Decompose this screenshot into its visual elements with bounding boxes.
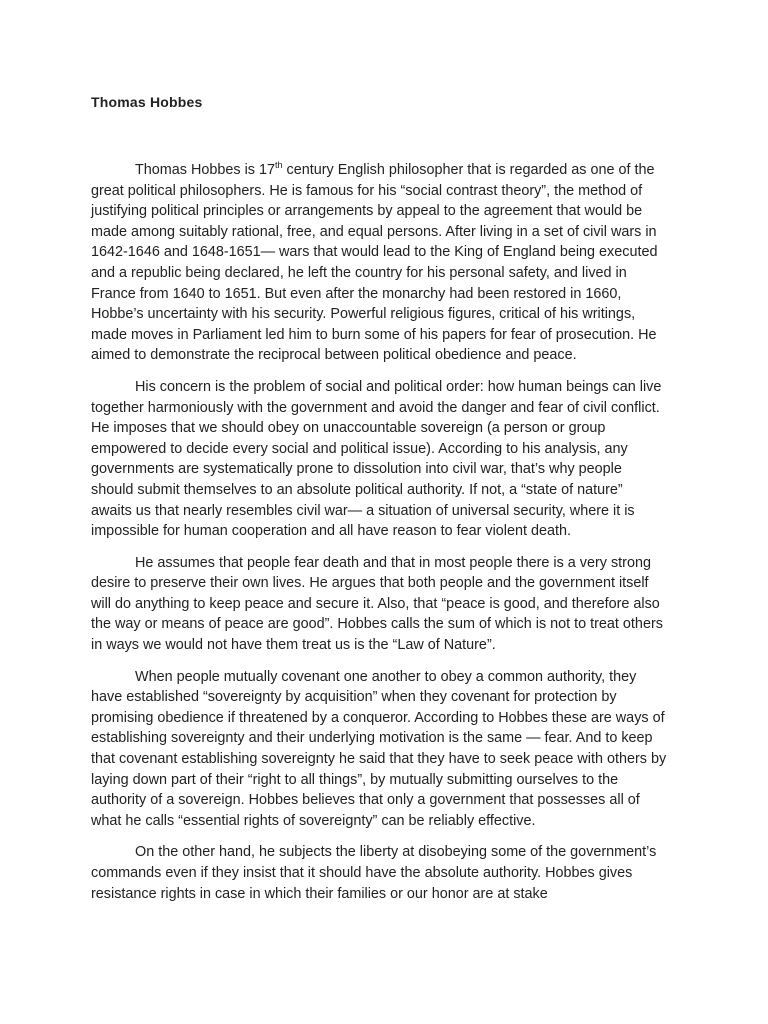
paragraph-3: He assumes that people fear death and that in most people there is a very strong desire to preserve their own lives. He argues that both people and the government itself will do anything to keep peace and secure it. Also, that “peace is good, and therefore also the way or means of peace are good”. Hobbes calls the sum of which is not to treat others in ways we would not have them treat us is the “Law of Nature”. bbox=[91, 554, 663, 654]
paragraph-5: On the other hand, he subjects the liberty at disobeying some of the government’s commands even if they insist that it should have the absolute authority. Hobbes gives resistance rights in case in which their families or our honor are at stake bbox=[91, 844, 657, 902]
document-page bbox=[91, 92, 667, 915]
document-title: Thomas Hobbes bbox=[91, 94, 203, 110]
paragraph-1 bbox=[91, 160, 667, 366]
paragraph-1-superscript: th bbox=[274, 160, 283, 171]
paragraph-1-text-start: Thomas Hobbes is 17 bbox=[135, 162, 275, 178]
paragraph-2: His concern is the problem of social and political order: how human beings can live together harmoniously with the government and avoid the danger and fear of civil conflict. He imposes that we should obey on unaccountable sovereign (a person or group empowered to decide every social and political issue). According to his analysis, any governments are systematically prone to dissolution into civil war, that’s why people should submit themselves to an absolute political authority. If not, a “state of nature” awaits us that nearly resembles civil war— a situation of universal security, where it is impossible for human cooperation and all have reason to fear violent death. bbox=[91, 378, 662, 540]
paragraph-1-text-end: century English philosopher that is regarded as one of the great political philosophers. He is famous for his “social contrast theory”, the method of justifying political principles or arrangements by appeal to the agreement that would be made among suitably rational, free, and equal persons. After living in a set of civil wars in 1642-1646 and 1648-1651— wars that would lead to the King of England being executed and a republic being declared, he left the country for his personal safety, and lived in France from 1640 to 1651. But even after the monarchy had been restored in 1660, Hobbe’s uncertainty with his security. Powerful religious figures, critical of his writings, made moves in Parliament led him to burn some of his papers for fear of prosecution. He aimed to demonstrate the reciprocal between political obedience and peace. bbox=[91, 162, 658, 364]
paragraph-4: When people mutually covenant one another to obey a common authority, they have established “sovereignty by acquisition” when they covenant for protection by promising obedience if threatened by a conqueror. According to Hobbes these are ways of establishing sovereignty and their underlying motivation is the same — fear. And to keep that covenant establishing sovereignty he said that they have to seek peace with others by laying down part of their “right to all things”, by mutually submitting ourselves to the authority of a sovereign. Hobbes believes that only a government that possesses all of what he calls “essential rights of sovereignty” can be reliably effective. bbox=[91, 668, 667, 829]
